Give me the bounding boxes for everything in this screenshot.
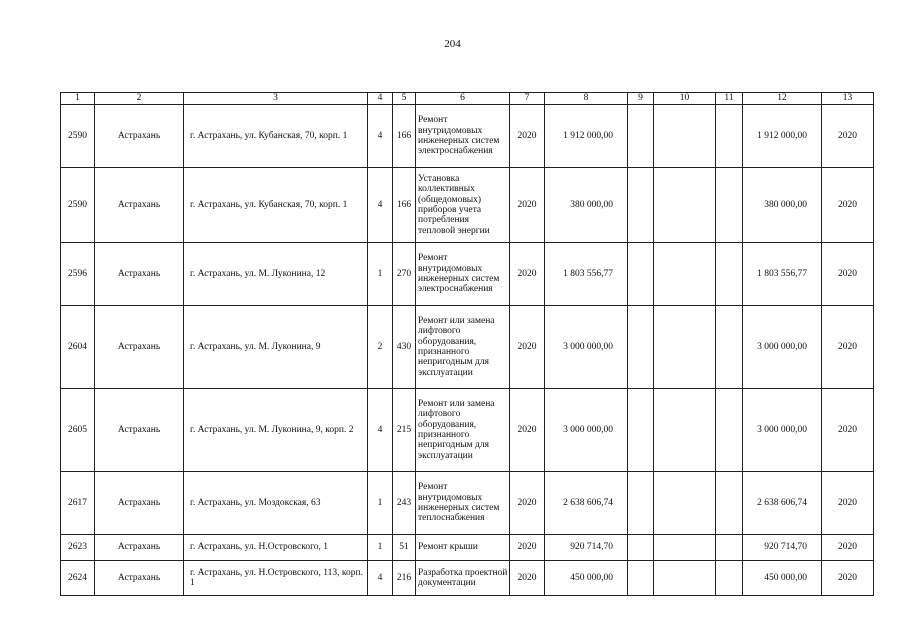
total-cost-cell: 1 912 000,00	[545, 105, 628, 168]
city-cell: Астрахань	[95, 561, 184, 596]
address-cell: г. Астрахань, ул. М. Луконина, 12	[184, 243, 368, 306]
column-header: 6	[416, 93, 510, 105]
col9-cell	[628, 535, 654, 561]
work-type-cell: Ремонт внутридомовых инженерных систем электроснабжения	[416, 243, 510, 306]
work-type-cell: Разработка проектной документации	[416, 561, 510, 596]
completion-year-cell: 2020	[822, 535, 874, 561]
column-header: 8	[545, 93, 628, 105]
column-header: 4	[368, 93, 393, 105]
fund-cost-cell: 450 000,00	[743, 561, 822, 596]
row-number: 2605	[61, 389, 95, 472]
city-cell: Астрахань	[95, 389, 184, 472]
col11-cell	[716, 243, 743, 306]
col5-cell: 430	[393, 306, 416, 389]
address-cell: г. Астрахань, ул. Кубанская, 70, корп. 1	[184, 168, 368, 243]
fund-cost-cell: 3 000 000,00	[743, 389, 822, 472]
col11-cell	[716, 472, 743, 535]
col10-cell	[654, 535, 716, 561]
fund-cost-cell: 3 000 000,00	[743, 306, 822, 389]
col5-cell: 166	[393, 168, 416, 243]
column-header: 9	[628, 93, 654, 105]
table-row	[61, 105, 874, 168]
col9-cell	[628, 561, 654, 596]
table-row	[61, 306, 874, 389]
year-cell: 2020	[510, 389, 545, 472]
city-cell: Астрахань	[95, 105, 184, 168]
total-cost-cell: 3 000 000,00	[545, 306, 628, 389]
completion-year-cell: 2020	[822, 389, 874, 472]
work-type-cell: Ремонт или замена лифтового оборудования, признанного непригодным для эксплуатации	[416, 306, 510, 389]
year-cell: 2020	[510, 168, 545, 243]
row-number: 2596	[61, 243, 95, 306]
completion-year-cell: 2020	[822, 472, 874, 535]
col4-cell: 4	[368, 168, 393, 243]
row-number: 2623	[61, 535, 95, 561]
fund-cost-cell: 920 714,70	[743, 535, 822, 561]
col4-cell: 1	[368, 535, 393, 561]
total-cost-cell: 3 000 000,00	[545, 389, 628, 472]
col5-cell: 51	[393, 535, 416, 561]
fund-cost-cell: 1 912 000,00	[743, 105, 822, 168]
work-type-cell: Ремонт крыши	[416, 535, 510, 561]
row-number: 2604	[61, 306, 95, 389]
column-header: 10	[654, 93, 716, 105]
address-cell: г. Астрахань, ул. Н.Островского, 113, корп. 1	[184, 561, 368, 596]
col10-cell	[654, 472, 716, 535]
city-cell: Астрахань	[95, 306, 184, 389]
table-row	[61, 535, 874, 561]
col5-cell: 216	[393, 561, 416, 596]
table-row	[61, 168, 874, 243]
work-type-cell: Установка коллективных (общедомовых) приборов учета потребления тепловой энергии	[416, 168, 510, 243]
fund-cost-cell: 2 638 606,74	[743, 472, 822, 535]
total-cost-cell: 920 714,70	[545, 535, 628, 561]
column-header: 1	[61, 93, 95, 105]
column-header: 11	[716, 93, 743, 105]
table-row	[61, 243, 874, 306]
row-number: 2590	[61, 105, 95, 168]
col4-cell: 4	[368, 389, 393, 472]
col10-cell	[654, 243, 716, 306]
address-cell: г. Астрахань, ул. Н.Островского, 1	[184, 535, 368, 561]
table-row	[61, 472, 874, 535]
completion-year-cell: 2020	[822, 168, 874, 243]
fund-cost-cell: 1 803 556,77	[743, 243, 822, 306]
column-header: 13	[822, 93, 874, 105]
city-cell: Астрахань	[95, 472, 184, 535]
col5-cell: 270	[393, 243, 416, 306]
column-header: 3	[184, 93, 368, 105]
col11-cell	[716, 105, 743, 168]
col10-cell	[654, 389, 716, 472]
year-cell: 2020	[510, 306, 545, 389]
col4-cell: 1	[368, 472, 393, 535]
table-row	[61, 389, 874, 472]
year-cell: 2020	[510, 535, 545, 561]
year-cell: 2020	[510, 105, 545, 168]
col4-cell: 4	[368, 561, 393, 596]
col10-cell	[654, 168, 716, 243]
col9-cell	[628, 168, 654, 243]
work-type-cell: Ремонт внутридомовых инженерных систем теплоснабжения	[416, 472, 510, 535]
col5-cell: 166	[393, 105, 416, 168]
column-header: 12	[743, 93, 822, 105]
col11-cell	[716, 561, 743, 596]
row-number: 2624	[61, 561, 95, 596]
total-cost-cell: 1 803 556,77	[545, 243, 628, 306]
col4-cell: 1	[368, 243, 393, 306]
city-cell: Астрахань	[95, 535, 184, 561]
total-cost-cell: 450 000,00	[545, 561, 628, 596]
year-cell: 2020	[510, 561, 545, 596]
address-cell: г. Астрахань, ул. М. Луконина, 9	[184, 306, 368, 389]
table-row	[61, 561, 874, 596]
column-header: 2	[95, 93, 184, 105]
col9-cell	[628, 389, 654, 472]
fund-cost-cell: 380 000,00	[743, 168, 822, 243]
col11-cell	[716, 389, 743, 472]
row-number: 2617	[61, 472, 95, 535]
year-cell: 2020	[510, 243, 545, 306]
address-cell: г. Астрахань, ул. Кубанская, 70, корп. 1	[184, 105, 368, 168]
col4-cell: 2	[368, 306, 393, 389]
address-cell: г. Астрахань, ул. М. Луконина, 9, корп. 2	[184, 389, 368, 472]
completion-year-cell: 2020	[822, 561, 874, 596]
work-type-cell: Ремонт внутридомовых инженерных систем электроснабжения	[416, 105, 510, 168]
total-cost-cell: 380 000,00	[545, 168, 628, 243]
city-cell: Астрахань	[95, 168, 184, 243]
address-cell: г. Астрахань, ул. Моздокская, 63	[184, 472, 368, 535]
col10-cell	[654, 561, 716, 596]
col11-cell	[716, 168, 743, 243]
work-type-cell: Ремонт или замена лифтового оборудования, признанного непригодным для эксплуатации	[416, 389, 510, 472]
column-header: 7	[510, 93, 545, 105]
completion-year-cell: 2020	[822, 243, 874, 306]
col9-cell	[628, 105, 654, 168]
col10-cell	[654, 105, 716, 168]
col11-cell	[716, 306, 743, 389]
col5-cell: 243	[393, 472, 416, 535]
total-cost-cell: 2 638 606,74	[545, 472, 628, 535]
row-number: 2590	[61, 168, 95, 243]
col9-cell	[628, 472, 654, 535]
work-plan-table	[60, 92, 874, 596]
column-number-header	[61, 93, 874, 105]
col10-cell	[654, 306, 716, 389]
col5-cell: 215	[393, 389, 416, 472]
year-cell: 2020	[510, 472, 545, 535]
col9-cell	[628, 243, 654, 306]
page-number: 204	[444, 38, 461, 50]
col9-cell	[628, 306, 654, 389]
completion-year-cell: 2020	[822, 306, 874, 389]
col11-cell	[716, 535, 743, 561]
col4-cell: 4	[368, 105, 393, 168]
column-header: 5	[393, 93, 416, 105]
city-cell: Астрахань	[95, 243, 184, 306]
completion-year-cell: 2020	[822, 105, 874, 168]
